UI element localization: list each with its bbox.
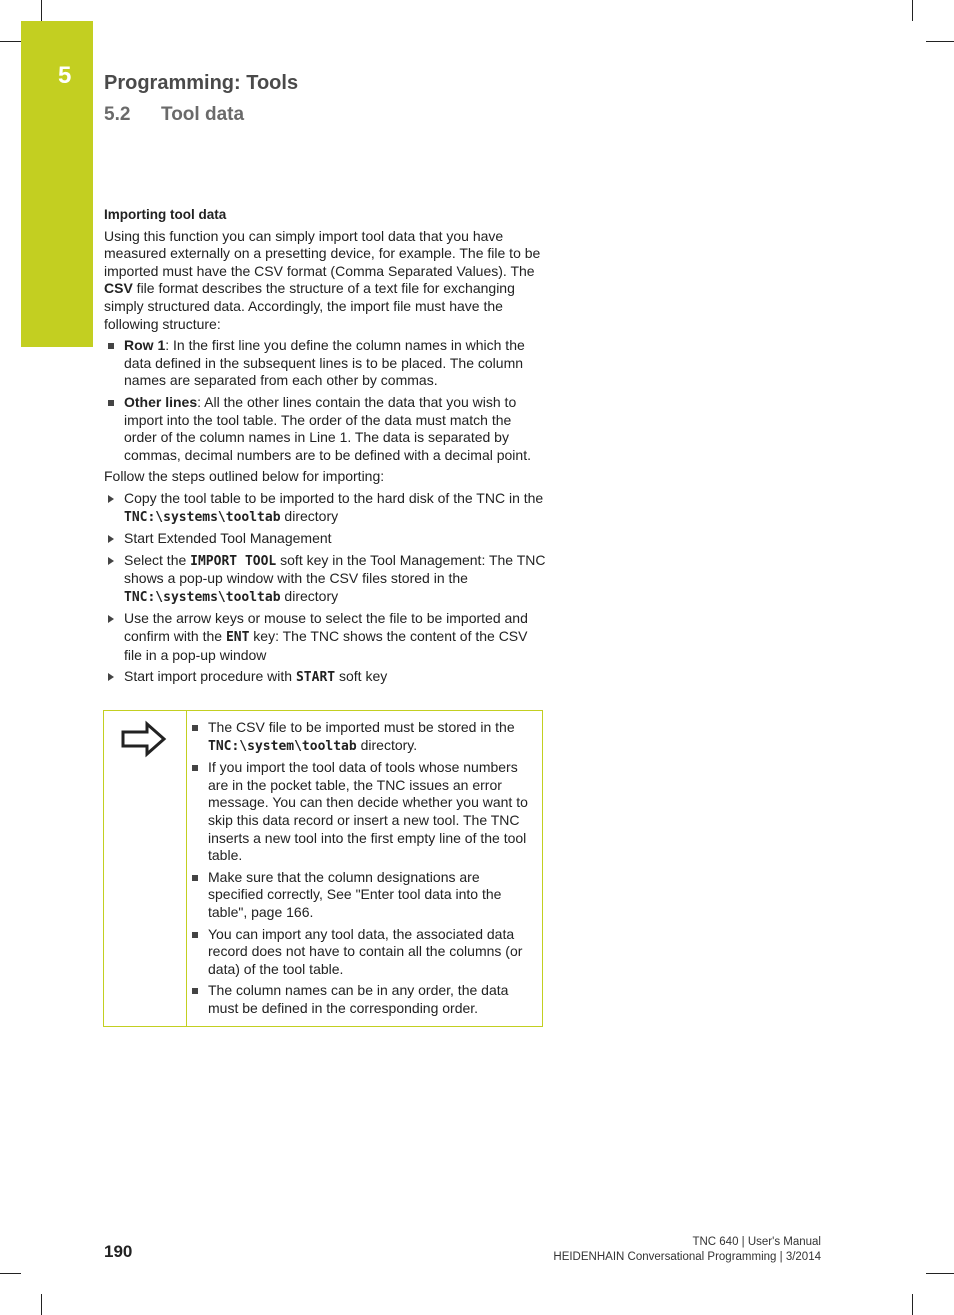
step-text: key: The TNC shows the content of the CSV file in a pop-up window — [124, 628, 528, 663]
triangle-right-icon — [108, 535, 114, 543]
crop-mark — [926, 1273, 954, 1274]
list-item-term: Row 1 — [124, 337, 166, 354]
footer-publisher: HEIDENHAIN Conversational Programming | 3/2014 — [553, 1250, 821, 1263]
path-code: TNC:\systems\tooltab — [124, 589, 281, 605]
page-footer — [553, 1235, 821, 1264]
list-item — [104, 394, 546, 464]
steps-intro: Follow the steps outlined below for importing: — [104, 468, 385, 485]
chapter-number: 5 — [58, 62, 72, 89]
main-content — [104, 206, 546, 691]
subsection-heading: Importing tool data — [104, 207, 227, 222]
chapter-title: Programming: Tools — [104, 72, 299, 94]
square-bullet-icon — [192, 988, 198, 994]
step-item — [104, 530, 546, 548]
step-text: Start import procedure with — [124, 668, 296, 685]
csv-term: CSV — [104, 280, 133, 297]
intro-text: file format describes the structure of a text file for exchanging simply structured data. Accordingly, the import file must have the following structure: — [104, 280, 515, 332]
triangle-right-icon — [108, 615, 114, 623]
note-text: The CSV file to be imported must be stored in the — [208, 719, 515, 735]
page-number: 190 — [104, 1242, 133, 1261]
softkey-code: START — [295, 670, 336, 686]
crop-mark — [0, 1273, 21, 1274]
step-text: Start Extended Tool Management — [124, 530, 332, 547]
section-name: Tool data — [161, 104, 245, 125]
crop-mark — [912, 1294, 913, 1315]
note-item — [190, 719, 536, 755]
step-text: directory — [280, 587, 339, 604]
note-item — [190, 926, 536, 979]
step-item — [104, 552, 546, 607]
step-text: soft key in the Tool Management: The TNC shows a pop-up window with the CSV files stored in the — [124, 551, 546, 587]
square-bullet-icon — [192, 875, 198, 881]
note-text: You can import any tool data, the associated data record does not have to contain all the columns (or data) of the tool table. — [208, 925, 523, 977]
list-item-text: : All the other lines contain the data that you wish to import into the tool table. The order of the data must match the order of the column names in Line 1. The data is separated by commas, decimal numbers are to be defined with a decimal point. — [124, 393, 531, 463]
list-item-text: : In the first line you define the column names in which the data defined in the subsequent lines is to be placed. The column names are separated from each other by commas. — [124, 337, 525, 389]
path-code: TNC:\system\tooltab — [208, 738, 357, 754]
path-code: TNC:\systems\tooltab — [124, 509, 281, 525]
crop-mark — [926, 41, 954, 42]
list-item-term: Other lines — [124, 393, 198, 410]
step-item — [104, 490, 546, 526]
steps-list — [104, 490, 546, 687]
step-text: Use the arrow keys or mouse to select the file to be imported and confirm with the — [124, 610, 528, 645]
step-item — [104, 610, 546, 664]
step-text: Select the — [124, 551, 191, 568]
note-divider — [186, 711, 187, 1026]
square-bullet-icon — [108, 400, 114, 406]
note-item — [190, 759, 536, 865]
triangle-right-icon — [108, 495, 114, 503]
arrow-right-outline-icon — [120, 719, 168, 759]
crop-mark — [0, 41, 21, 42]
square-bullet-icon — [108, 343, 114, 349]
intro-text: Using this function you can simply import tool data that you have measured externally on a presetting device, for example. The file to be imported must have the CSV format (Comma Separated Values). The — [104, 227, 541, 279]
step-text: soft key — [335, 668, 388, 685]
list-item — [104, 337, 546, 390]
note-text: The column names can be in any order, the data must be defined in the corresponding order. — [208, 982, 509, 1016]
step-text: Copy the tool table to be imported to the hard disk of the TNC in the — [124, 489, 544, 506]
section-title — [104, 104, 244, 126]
key-code: ENT — [225, 630, 250, 646]
note-item — [190, 982, 536, 1017]
square-bullet-icon — [192, 932, 198, 938]
square-bullet-icon — [192, 765, 198, 771]
softkey-code: IMPORT TOOL — [190, 553, 277, 569]
note-text: Make sure that the column designations are specified correctly, See "Enter tool data into the table", page 166. — [208, 868, 502, 920]
crop-mark — [912, 0, 913, 21]
note-item — [190, 869, 536, 922]
structure-list — [104, 337, 546, 464]
square-bullet-icon — [192, 725, 198, 731]
crop-mark — [41, 1294, 42, 1315]
crop-mark — [41, 0, 42, 21]
triangle-right-icon — [108, 673, 114, 681]
step-item — [104, 668, 546, 687]
triangle-right-icon — [108, 557, 114, 565]
chapter-tab — [21, 21, 93, 347]
note-box — [103, 710, 543, 1027]
note-text: If you import the tool data of tools whose numbers are in the pocket table, the TNC issues an error message. You can then decide whether you want to skip this data record or insert a new tool. The TNC inserts a new tool into the first empty line of the tool table. — [208, 759, 528, 864]
footer-manual-title: TNC 640 | User's Manual — [692, 1236, 821, 1248]
intro-paragraph — [104, 228, 546, 334]
note-list — [190, 719, 536, 1022]
section-number: 5.2 — [104, 104, 131, 125]
note-text: directory. — [356, 736, 418, 753]
step-text: directory — [280, 507, 339, 524]
